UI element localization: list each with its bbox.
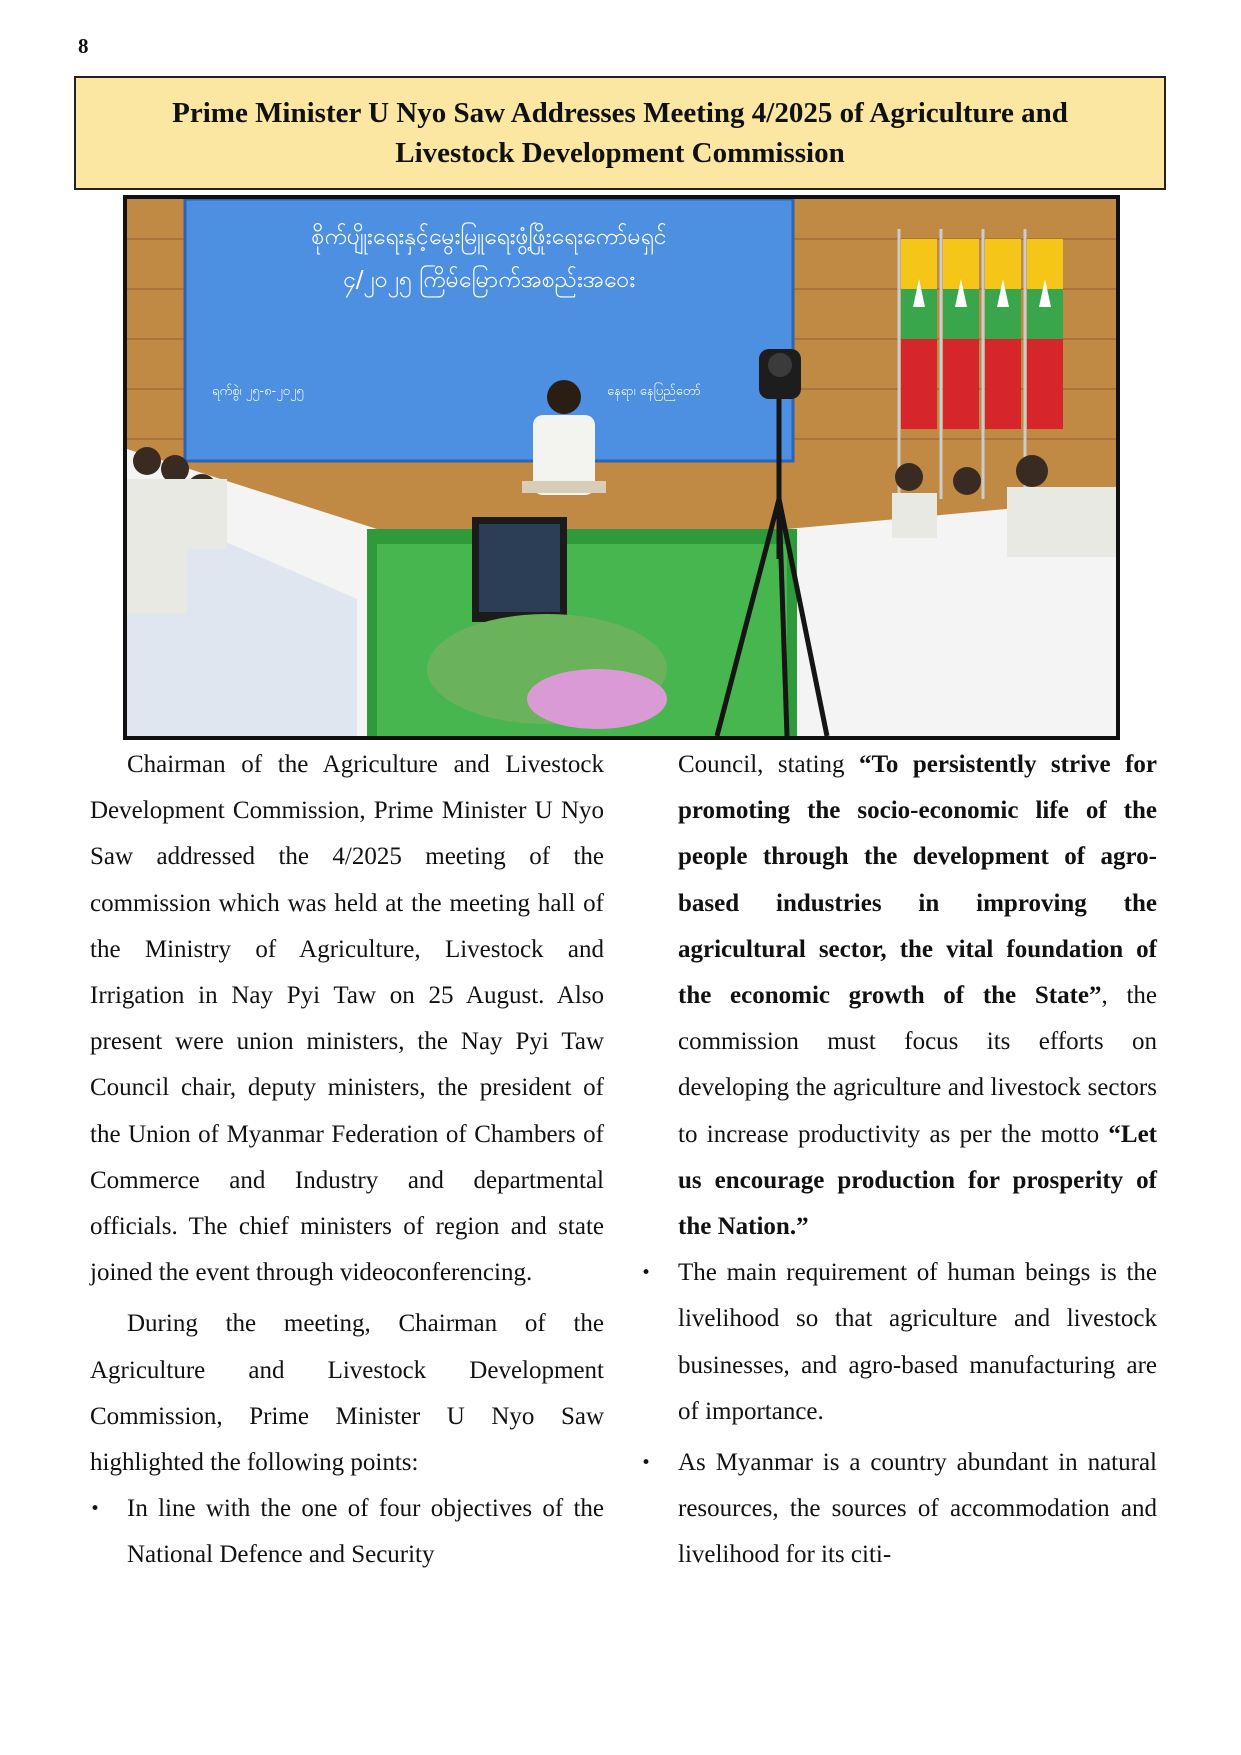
bullet-point-3-text: As Myanmar is a country abundant in natural resources, the sources of accommodation and livelihood for its citi- <box>678 1449 1157 1569</box>
meeting-photo-illustration <box>127 199 1116 736</box>
screen-banner-line2: ၄/၂၀၂၅ ကြိမ်မြောက်အစည်းအဝေး <box>342 267 636 293</box>
screen-banner-date: ရက်စွဲ၊ ၂၅-၈-၂၀၂၅ <box>212 384 304 399</box>
objective-quote: “To persistently strive for promoting the socio-economic life of the people through the development of agro-based industries in improving the agricultural sector, the vital foundation of the economic growth of the State” <box>678 751 1158 1010</box>
paragraph-highlights: During the meeting, Chairman of the Agriculture and Livestock Development Commission, Prime Minister U Nyo Saw highlighted the following points: <box>90 1310 604 1477</box>
bullet-point-1 <box>90 1486 604 1578</box>
motto-quote-end: .” <box>789 1213 809 1241</box>
continuation-plain-1: Council, stating <box>678 751 860 778</box>
screen-banner-line1: စိုက်ပျိုးရေးနှင့်မွေးမြူရေးဖွံ့ဖြိုးရေးကော်မရှင် <box>311 224 667 250</box>
bullet-icon: • <box>90 1499 101 1520</box>
right-column <box>641 742 1157 1579</box>
headline-box <box>74 76 1166 190</box>
continuation-plain-2: , the commission must focus its efforts on developing the agriculture and livestock sectors to increase productivity as per the motto <box>678 982 1157 1148</box>
bullet-icon: • <box>641 1263 652 1284</box>
bullet-point-1-continued <box>641 742 1157 1250</box>
left-column <box>90 742 604 1579</box>
page-number: 8 <box>78 34 89 58</box>
paragraph-intro: Chairman of the Agriculture and Livestock Development Commission, Prime Minister U Nyo Saw addressed the 4/2025 meeting of the commission which was held at the meeting hall of the Ministry of Agriculture, Livestock and Irrigation in Nay Pyi Taw on 25 August. Also present were union ministers, the Nay Pyi Taw Council chair, deputy ministers, the president of the Union of Myanmar Federation of Chambers of Commerce and Industry and departmental officials. The chief ministers of region and state joined the event through videoconferencing. <box>90 751 604 1287</box>
bullet-point-3 <box>641 1440 1157 1579</box>
bullet-point-1-text: In line with the one of four objectives of the National Defence and Security <box>127 1495 604 1569</box>
bullet-icon: • <box>641 1453 652 1474</box>
meeting-photo <box>123 195 1120 740</box>
bullet-point-2 <box>641 1250 1157 1435</box>
headline: Prime Minister U Nyo Saw Addresses Meeting 4/2025 of Agriculture and Livestock Development Commission <box>172 97 1068 169</box>
bullet-point-2-text: The main requirement of human beings is the livelihood so that agriculture and livestock businesses, and agro-based manufacturing are of importance. <box>678 1259 1157 1425</box>
screen-banner-place: နေရာ၊ နေပြည်တော် <box>607 384 701 399</box>
motto-quote: “Let us encourage production for prosperity of the Nation <box>678 1120 1157 1241</box>
